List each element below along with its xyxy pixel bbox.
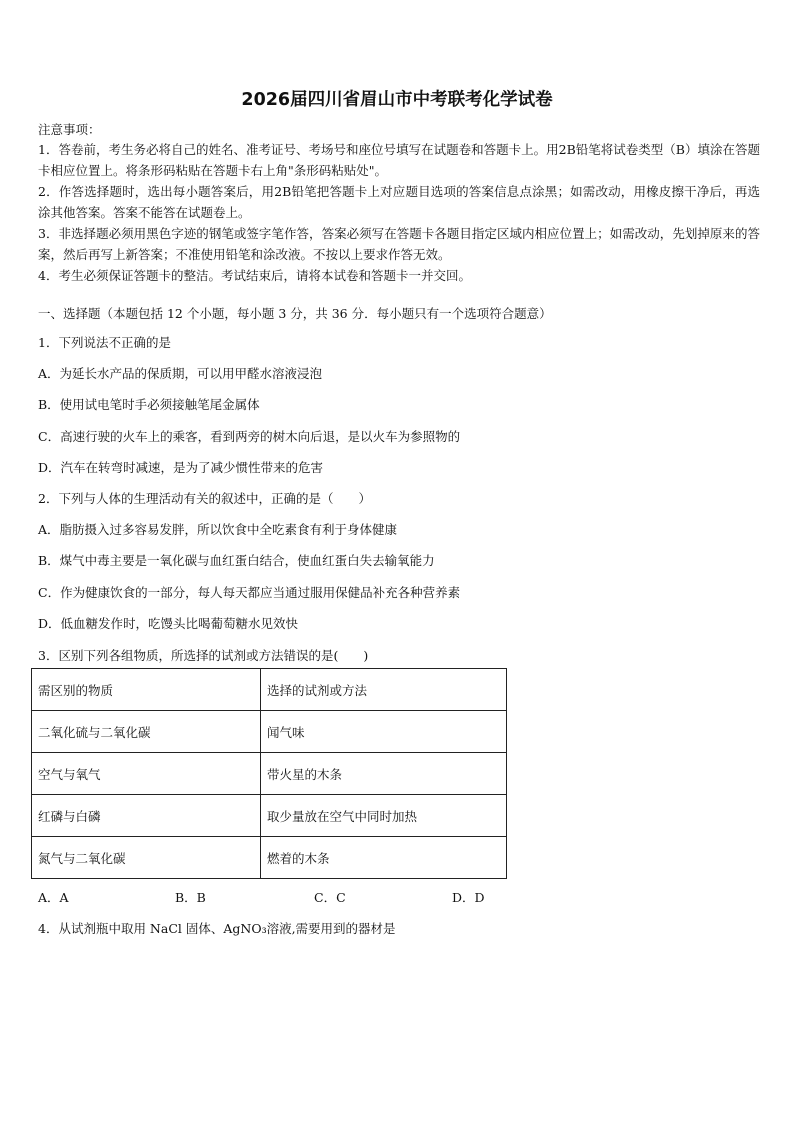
question-2-option-c: C．作为健康饮食的一部分，每人每天都应当通过服用保健品补充各种营养素 (38, 585, 461, 600)
question-2-option-b: B．煤气中毒主要是一氧化碳与血红蛋白结合，使血红蛋白失去输氧能力 (38, 553, 435, 568)
question-2-stem: 2．下列与人体的生理活动有关的叙述中，正确的是（ ） (38, 491, 371, 506)
table-cell: 红磷与白磷 (32, 795, 261, 837)
table-row (32, 837, 507, 879)
notice-heading: 注意事项： (38, 122, 101, 137)
question-3-option-a: A．A (38, 890, 69, 905)
question-4-stem: 4．从试剂瓶中取用 NaCl 固体、AgNO₃溶液,需要用到的器材是 (38, 921, 396, 936)
question-3-option-d: D．D (452, 890, 485, 905)
question-1-option-a: A．为延长水产品的保质期，可以用甲醛水溶液浸泡 (38, 366, 323, 381)
question-1-option-c: C．高速行驶的火车上的乘客，看到两旁的树木向后退，是以火车为参照物的 (38, 429, 461, 444)
section-heading: 一、选择题（本题包括 12 个小题，每小题 3 分，共 36 分．每小题只有一个选项符合题意） (38, 306, 552, 321)
notice-item: 4．考生必须保证答题卡的整洁。考试结束后，请将本试卷和答题卡一并交回。 (38, 268, 471, 283)
question-3-option-c: C．C (314, 890, 346, 905)
table-cell: 二氧化硫与二氧化碳 (32, 711, 261, 753)
question-2-option-d: D．低血糖发作时，吃馒头比喝葡萄糖水见效快 (38, 616, 299, 631)
table-row (32, 711, 507, 753)
notice-item: 2．作答选择题时，选出每小题答案后，用2B铅笔把答题卡上对应题目选项的答案信息点涂黑；如需改动，用橡皮擦干净后，再选涂其他答案。答案不能答在试题卷上。 (38, 184, 760, 220)
table-cell: 氮气与二氧化碳 (32, 837, 261, 879)
table-cell: 燃着的木条 (261, 837, 507, 879)
table-cell: 取少量放在空气中同时加热 (261, 795, 507, 837)
table-header-row (32, 669, 507, 711)
question-3-stem: 3．区别下列各组物质，所选择的试剂或方法错误的是( ) (38, 648, 369, 663)
question-1-stem: 1．下列说法不正确的是 (38, 335, 171, 350)
notice-item: 3．非选择题必须用黑色字迹的钢笔或签字笔作答，答案必须写在答题卡各题目指定区域内相应位置上；如需改动，先划掉原来的答案，然后再写上新答案；不准使用铅笔和涂改液。不按以上要求作答无效。 (38, 226, 760, 262)
table-header-cell: 选择的试剂或方法 (261, 669, 507, 711)
question-3-table (31, 668, 507, 879)
question-3-options (38, 888, 498, 906)
table-header-cell: 需区别的物质 (32, 669, 261, 711)
table-row (32, 795, 507, 837)
notice-item: 1．答卷前，考生务必将自己的姓名、准考证号、考场号和座位号填写在试题卷和答题卡上。用2B铅笔将试卷类型（B）填涂在答题卡相应位置上。将条形码粘贴在答题卡右上角"条形码粘贴处"。 (38, 142, 760, 178)
table-cell: 空气与氧气 (32, 753, 261, 795)
question-1-option-d: D．汽车在转弯时减速，是为了减少惯性带来的危害 (38, 460, 324, 475)
question-2-option-a: A．脂肪摄入过多容易发胖，所以饮食中全吃素食有利于身体健康 (38, 522, 398, 537)
question-1-option-b: B．使用试电笔时手必须接触笔尾金属体 (38, 397, 260, 412)
table-row (32, 753, 507, 795)
notice-list (38, 139, 760, 286)
question-3-option-b: B．B (175, 890, 206, 905)
table-cell: 带火星的木条 (261, 753, 507, 795)
table-cell: 闻气味 (261, 711, 507, 753)
exam-title: 2026届四川省眉山市中考联考化学试卷 (241, 90, 553, 110)
